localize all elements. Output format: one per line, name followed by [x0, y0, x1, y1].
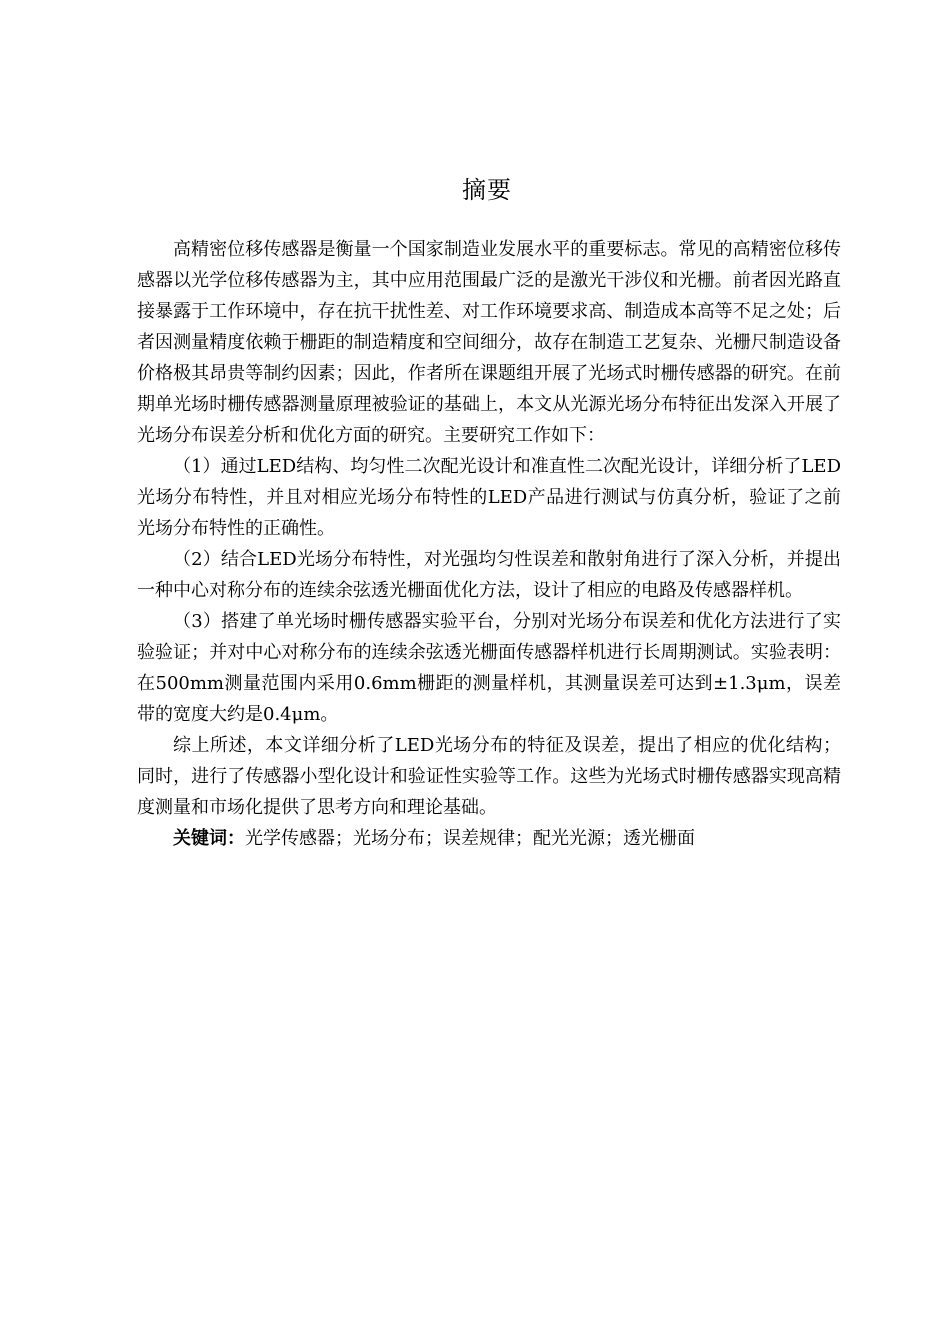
abstract-paragraph-summary: 综上所述，本文详细分析了LED光场分布的特征及误差，提出了相应的优化结构；同时，进行了传感器小型化设计和验证性实验等工作。这些为光场式时栅传感器实现高精度测量和市场化提供了思考方向和理论基础。 [137, 735, 841, 818]
abstract-title: 摘要 [462, 176, 512, 204]
abstract-paragraph-intro: 高精密位移传感器是衡量一个国家制造业发展水平的重要标志。常见的高精密位移传感器以光学位移传感器为主，其中应用范围最广泛的是激光干涉仪和光栅。前者因光路直接暴露于工作环境中，存在抗干扰性差、对工作环境要求高、制造成本高等不足之处；后者因测量精度依赖于栅距的制造精度和空间细分，故存在制造工艺复杂、光栅尺制造设备价格极其昂贵等制约因素；因此，作者所在课题组开展了光场式时栅传感器的研究。在前期单光场时栅传感器测量原理被验证的基础上，本文从光源光场分布特征出发深入开展了光场分布误差分析和优化方面的研究。主要研究工作如下： [137, 239, 841, 446]
keywords-list: 光学传感器；光场分布；误差规律；配光光源；透光栅面 [245, 828, 695, 849]
abstract-paragraph-item-3: （3）搭建了单光场时栅传感器实验平台，分别对光场分布误差和优化方法进行了实验验证；并对中心对称分布的连续余弦透光栅面传感器样机进行长周期测试。实验表明：在500mm测量范围内采用0.6mm栅距的测量样机，其测量误差可达到±1.3μm，误差带的宽度大约是0.4μm。 [137, 611, 841, 725]
keywords-label: 关键词： [173, 828, 245, 849]
abstract-paragraph-item-2: （2）结合LED光场分布特性，对光强均匀性误差和散射角进行了深入分析，并提出一种中心对称分布的连续余弦透光栅面优化方法，设计了相应的电路及传感器样机。 [137, 549, 841, 601]
keywords-line [137, 823, 841, 854]
abstract-paragraph-item-1: （1）通过LED结构、均匀性二次配光设计和准直性二次配光设计，详细分析了LED光场分布特性，并且对相应光场分布特性的LED产品进行测试与仿真分析，验证了之前光场分布特性的正确性。 [137, 456, 841, 539]
abstract-body [137, 234, 841, 854]
